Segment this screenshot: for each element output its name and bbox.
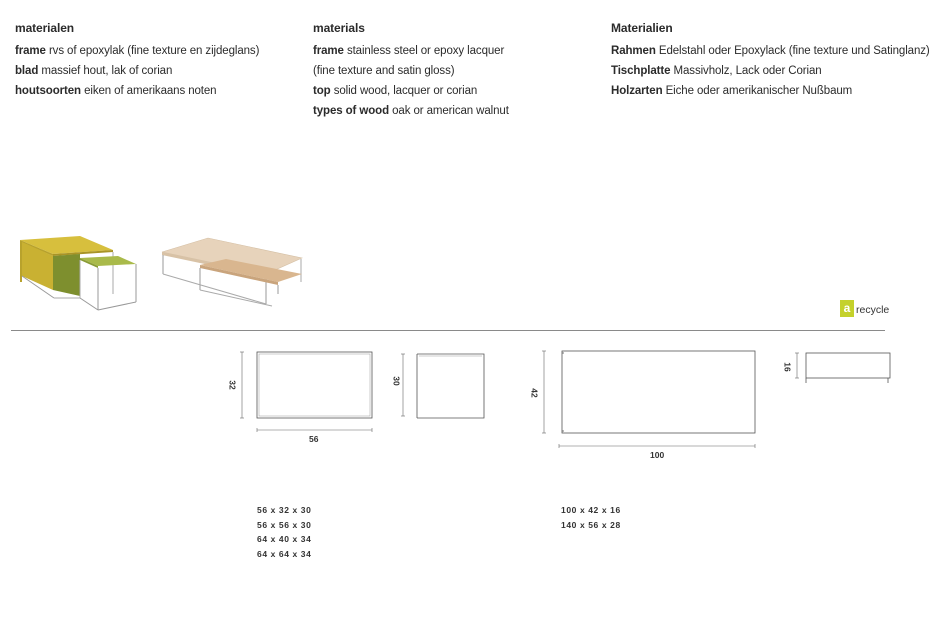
material-row: blad massief hout, lak of corian	[15, 65, 173, 77]
list-item: 140 x 56 x 28	[561, 519, 621, 530]
nesting-tables-photo	[18, 230, 138, 312]
coffee-tables-photo	[160, 232, 312, 312]
dimension-label: 16	[782, 362, 793, 372]
material-row: (fine texture and satin gloss)	[313, 65, 455, 77]
material-row: Tischplatte Massivholz, Lack oder Corian	[611, 65, 822, 77]
list-item: 56 x 32 x 30	[257, 505, 312, 515]
side-table-side-view-drawing	[400, 350, 490, 422]
material-row: types of wood oak or american walnut	[313, 105, 509, 117]
recycle-logo-icon: a	[840, 300, 854, 317]
material-row: frame rvs of epoxylak (fine texture en zijdeglans)	[15, 45, 260, 57]
list-item: 64 x 40 x 34	[257, 534, 312, 544]
side-table-sizes-list	[257, 503, 311, 561]
coffee-table-top-view-drawing	[538, 346, 763, 452]
materials-heading-de: Materialien	[611, 21, 673, 35]
materials-column-de	[611, 20, 930, 101]
dimension-label: 56	[309, 434, 319, 444]
material-row: top solid wood, lacquer or corian	[313, 85, 478, 97]
materials-column-en	[313, 20, 509, 121]
dimension-label: 32	[227, 380, 238, 390]
list-item: 100 x 42 x 16	[561, 505, 621, 515]
list-item: 64 x 64 x 34	[257, 548, 312, 559]
recycle-badge	[840, 299, 889, 317]
dimension-label: 42	[529, 388, 540, 398]
side-table-top-view-drawing	[240, 348, 380, 438]
material-row: frame stainless steel or epoxy lacquer	[313, 45, 505, 57]
coffee-table-sizes-list	[561, 503, 621, 532]
list-item: 56 x 56 x 30	[257, 519, 312, 530]
materials-column-nl	[15, 20, 259, 101]
dimension-label: 30	[391, 376, 402, 386]
materials-heading-en: materials	[313, 21, 365, 35]
material-row: Holzarten Eiche oder amerikanischer Nußbaum	[611, 85, 853, 97]
section-divider	[11, 330, 885, 331]
recycle-label: recycle	[856, 304, 890, 316]
material-row: houtsoorten eiken of amerikaans noten	[15, 85, 217, 97]
dimension-label: 100	[650, 450, 665, 460]
materials-heading-nl: materialen	[15, 21, 75, 35]
coffee-table-side-view-drawing	[792, 350, 894, 386]
material-row: Rahmen Edelstahl oder Epoxylack (fine texture und Satinglanz)	[611, 45, 930, 57]
